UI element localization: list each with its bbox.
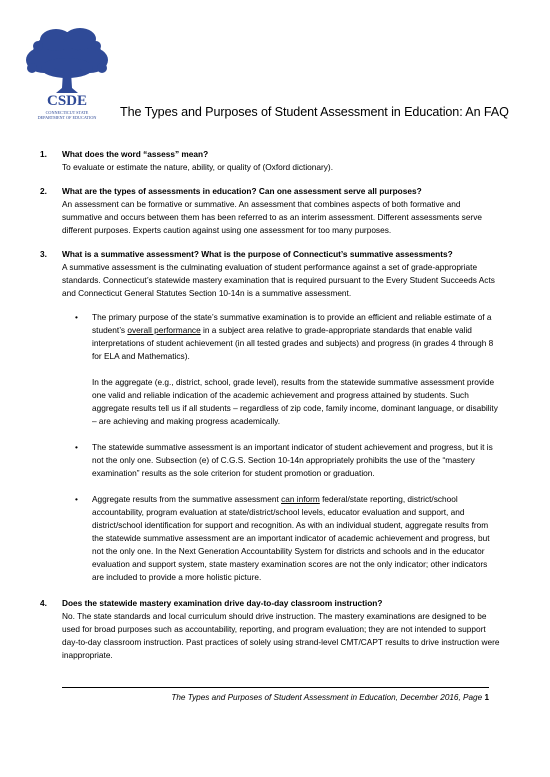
bullet-marker: • <box>75 494 78 504</box>
page-number: 1 <box>484 693 489 702</box>
faq-question: What does the word “assess” mean? <box>62 149 209 159</box>
underlined-text: can inform <box>281 494 320 504</box>
underlined-text: overall performance <box>127 325 201 335</box>
faq-question: What is a summative assessment? What is the purpose of Connecticut’s summative assessments? <box>62 249 453 259</box>
logo-org-line2: DEPARTMENT OF EDUCATION <box>37 115 97 120</box>
faq-number: 1. <box>40 149 47 159</box>
footer-text: The Types and Purposes of Student Assessment in Education, December 2016, Page <box>171 693 485 702</box>
faq-number: 2. <box>40 186 47 196</box>
faq-item <box>40 597 500 662</box>
bullet-list <box>62 311 500 584</box>
bullet-paragraph <box>92 493 500 584</box>
text-run: Aggregate results from the summative assessment <box>92 494 282 504</box>
faq-number: 3. <box>40 249 47 259</box>
text-run: federal/state reporting, district/school accountability, program evaluation at state/district/school levels, educator evaluation and support, and district/school identification for support and recognition. As with an individual student, aggregate results from the statewide summative assessment are an important indicator of academic achievement and progress, but not the only one. In the Next Generation Accountability System for districts and schools and in the educator evaluation and support system, state mastery examination scores are not the only indicator; other indicators are included to provide a more holistic picture. <box>92 494 490 582</box>
logo-acronym: CSDE <box>46 93 88 109</box>
list-item <box>62 311 500 428</box>
faq-question: What are the types of assessments in education? Can one assessment serve all purposes? <box>62 186 422 196</box>
faq-answer: An assessment can be formative or summative. An assessment that combines aspects of both formative and summative and occurs between them has been referred to as an interim assessment. Different assessments serve different purposes. Experts caution against using one assessment for too many purposes. <box>62 199 482 235</box>
faq-list <box>40 148 500 673</box>
faq-item <box>40 248 500 584</box>
tree-icon <box>26 28 108 93</box>
csde-logo <box>24 24 110 124</box>
list-item <box>62 493 500 584</box>
bullet-marker: • <box>75 442 78 452</box>
faq-item <box>40 148 500 174</box>
footer-divider <box>62 687 489 688</box>
list-item <box>62 441 500 480</box>
faq-answer: A summative assessment is the culminating evaluation of student performance against a set of grade-appropriate standards. Connecticut’s statewide mastery examination that is required pursuant to the Every Student Succeeds Acts and Connecticut General Statutes Section 10-14n is a summative assessment. <box>62 262 495 298</box>
logo-org-line1: CONNECTICUT STATE <box>45 110 89 115</box>
bullet-paragraph: In the aggregate (e.g., district, school, grade level), results from the statewide summative assessment provide one valid and reliable indication of the academic achievement and progress attained by students. Such aggregate results tell us if all students – regardless of zip code, family income, dominant language, or disability – are achieving and making progress academically. <box>92 377 498 426</box>
bullet-marker: • <box>75 312 78 322</box>
faq-answer: No. The state standards and local curriculum should drive instruction. The mastery examinations are designed to be used for broad purposes such as accountability, reporting, and program evaluation; they are not intended to support day-to-day classroom instruction. Past practices of solely using strand-level CMT/CAPT results to drive instruction were inappropriate. <box>62 611 500 660</box>
faq-item <box>40 185 500 237</box>
document-title: The Types and Purposes of Student Assessment in Education: An FAQ <box>120 105 509 119</box>
bullet-paragraph: The statewide summative assessment is an important indicator of student achievement and progress, but it is not the only one. Subsection (e) of C.G.S. Section 10-14n appropriately prohibits the use of the “mastery examination” results as the sole criterion for student promotion or graduation. <box>92 442 493 478</box>
bullet-paragraph <box>92 311 500 363</box>
text-run: The primary purpose of the state’s summative examination is to provide an efficient and reliable estimate of a student’s <box>92 312 492 335</box>
faq-answer: To evaluate or estimate the nature, ability, or quality of (Oxford dictionary). <box>62 162 334 172</box>
page-footer <box>62 693 489 702</box>
faq-number: 4. <box>40 598 47 608</box>
text-run: in a subject area relative to grade-appropriate standards that enable valid interpretations of student achievement (in all tested grades and subjects) and progress (in grades 4 through 8 for ELA and Mathematics). <box>92 325 494 361</box>
faq-question: Does the statewide mastery examination drive day-to-day classroom instruction? <box>62 598 383 608</box>
